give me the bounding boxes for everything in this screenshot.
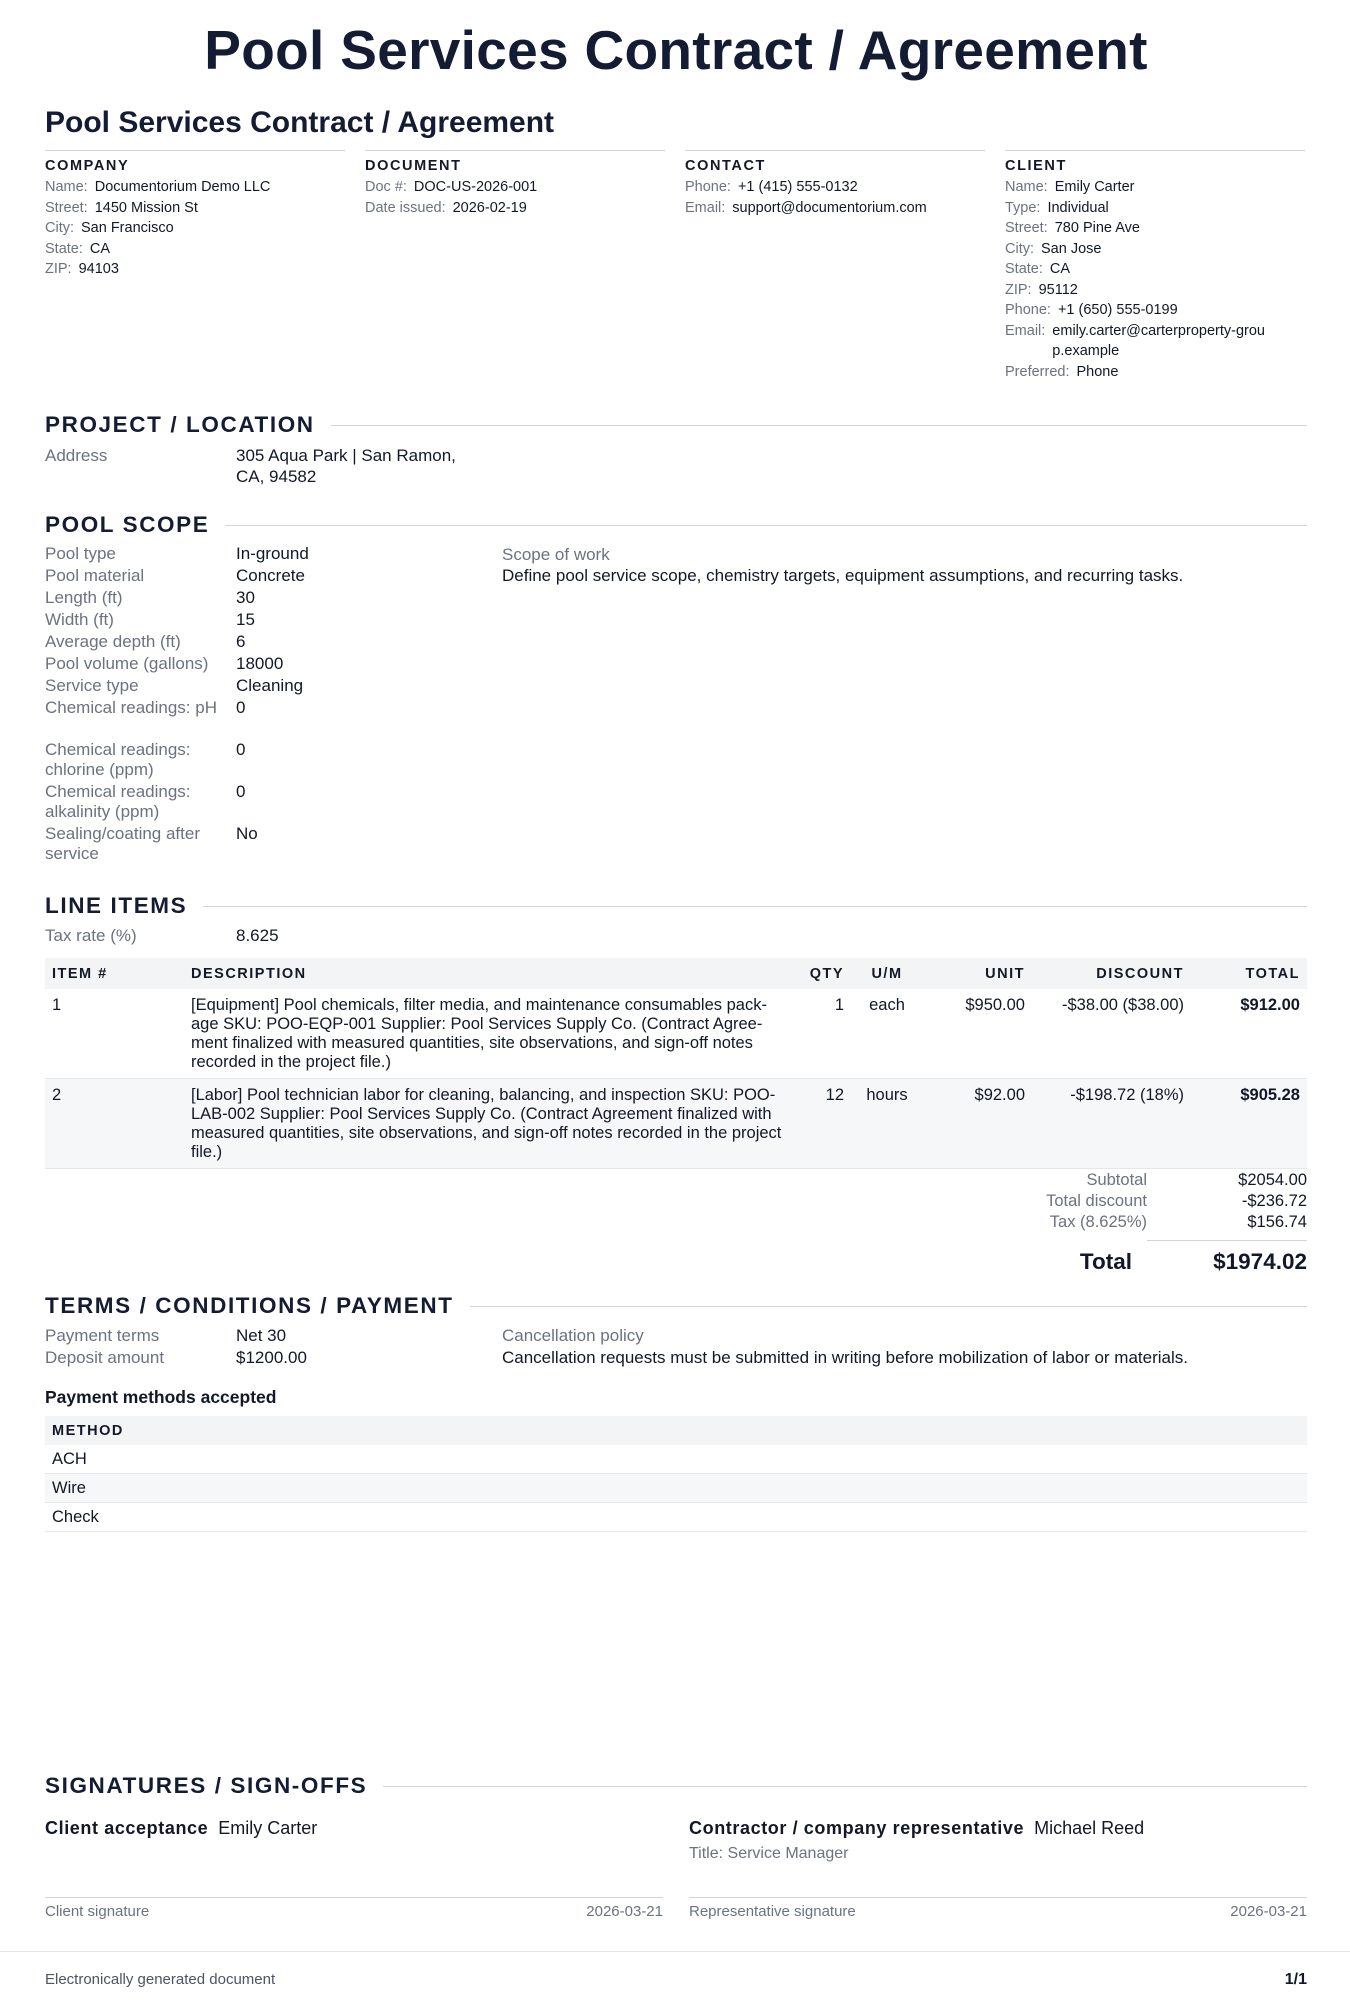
length-row <box>45 588 505 610</box>
representative-signature-line <box>689 1897 1307 1920</box>
subtotal-value: $2054.00 <box>1238 1171 1307 1189</box>
field-label: Chemical readings: alkalinity (ppm) <box>45 782 191 821</box>
field-value: support@documentorium.com <box>732 199 927 216</box>
line-items-table <box>45 958 1307 1169</box>
field-label: Name: <box>45 179 88 195</box>
field-value: 2026-02-19 <box>452 199 527 216</box>
field-label: Average depth (ft) <box>45 632 181 651</box>
representative-signature-date: 2026-03-21 <box>1230 1903 1307 1920</box>
field-value: Individual <box>1047 199 1109 216</box>
item-total: $905.28 <box>1191 1079 1307 1169</box>
field-value: 0 <box>236 782 246 801</box>
field-label: City: <box>45 220 74 236</box>
document-block <box>365 150 665 218</box>
field-value: Emily Carter <box>1054 179 1135 195</box>
client-zip-row <box>1005 280 1305 301</box>
representative-signature-label: Representative signature <box>689 1903 856 1920</box>
client-signature-label: Client signature <box>45 1903 150 1920</box>
item-qty: 12 <box>796 1079 851 1169</box>
tax-value: $156.74 <box>1247 1213 1307 1231</box>
width-row <box>45 610 505 632</box>
client-heading: CLIENT <box>1005 158 1067 174</box>
col-um: U/M <box>851 958 923 989</box>
header-info-grid <box>45 150 1307 390</box>
representative-title: Contractor / company representative <box>689 1818 1025 1838</box>
table-row <box>45 1474 1307 1503</box>
table-header-row <box>45 958 1307 989</box>
method-cell: ACH <box>45 1445 1307 1474</box>
tax-label: Tax (8.625%) <box>1049 1213 1147 1231</box>
client-signature-line <box>45 1897 663 1920</box>
field-value: 30 <box>236 588 255 607</box>
pool-volume-row <box>45 654 505 676</box>
section-rule <box>331 425 1307 426</box>
grand-total-row <box>1079 1240 1307 1275</box>
field-label: Phone: <box>1005 302 1051 318</box>
avg-depth-row <box>45 632 505 654</box>
client-city-row <box>1005 239 1305 260</box>
field-value: 94103 <box>78 261 119 277</box>
chlorine-reading-row <box>45 740 505 782</box>
method-cell: Wire <box>45 1474 1307 1503</box>
field-label: Date issued: <box>365 199 446 216</box>
line-items-section-heading <box>45 893 1307 919</box>
subtotal-label: Subtotal <box>1086 1171 1147 1189</box>
field-label: Pool material <box>45 566 145 585</box>
section-rule <box>383 1786 1307 1787</box>
col-discount: DISCOUNT <box>1032 958 1191 989</box>
field-label: State: <box>45 240 83 257</box>
field-value: 0 <box>236 740 246 759</box>
item-description: [Labor] Pool technician labor for cleaning, balancing, and inspection SKU: POO-LAB-002 Supplier: Pool Services Supply Co. (Contract Agreement finalized with measured quantities, site observations, and sign-off notes recorded in the project file.) <box>184 1079 796 1169</box>
client-street-row <box>1005 218 1305 239</box>
section-title: PROJECT / LOCATION <box>45 412 315 437</box>
section-rule <box>470 1306 1307 1307</box>
item-total: $912.00 <box>1191 989 1307 1079</box>
payment-methods-table <box>45 1416 1307 1532</box>
field-value: 0 <box>236 698 246 717</box>
pool-material-row <box>45 566 505 588</box>
field-label: ZIP: <box>1005 281 1032 298</box>
field-label: Chemical readings: chlorine (ppm) <box>45 740 191 779</box>
table-row <box>45 1503 1307 1532</box>
scope-of-work-label: Scope of work <box>502 545 610 564</box>
client-state-row <box>1005 259 1305 280</box>
field-value: No <box>236 824 258 843</box>
scope-fields <box>45 544 505 866</box>
document-page <box>45 0 1307 2000</box>
col-item: ITEM # <box>45 958 184 989</box>
field-label: State: <box>1005 261 1043 277</box>
client-acceptance-title: Client acceptance <box>45 1818 209 1838</box>
client-name-row <box>1005 177 1305 198</box>
item-um: hours <box>851 1079 923 1169</box>
contact-phone-row <box>685 177 985 198</box>
field-value: +1 (650) 555-0199 <box>1057 302 1178 318</box>
footer-note: Electronically generated document <box>45 1971 276 1988</box>
item-um: each <box>851 989 923 1079</box>
item-unit: $950.00 <box>923 989 1032 1079</box>
field-label: Doc #: <box>365 179 407 195</box>
field-label: Type: <box>1005 199 1041 216</box>
section-rule <box>225 525 1307 526</box>
field-label: Street: <box>45 199 88 216</box>
page-footer <box>0 1951 1350 1988</box>
field-label: Preferred: <box>1005 363 1070 380</box>
date-issued-row <box>365 198 665 219</box>
payment-terms-field <box>45 1325 485 1347</box>
client-block <box>1005 150 1305 382</box>
grand-total-value: $1974.02 <box>1213 1249 1307 1274</box>
field-label: Chemical readings: pH <box>45 698 217 717</box>
item-discount: -$198.72 (18%) <box>1032 1079 1191 1169</box>
discount-label: Total discount <box>1046 1192 1147 1210</box>
field-value: 780 Pine Ave <box>1054 220 1140 236</box>
ph-reading-row <box>45 698 505 740</box>
contact-email-row <box>685 198 985 219</box>
address-line-2: CA, 94582 <box>236 467 317 486</box>
service-type-row <box>45 676 505 698</box>
item-number: 1 <box>45 989 184 1079</box>
section-title: TERMS / CONDITIONS / PAYMENT <box>45 1293 454 1318</box>
payment-terms-value: Net 30 <box>236 1326 287 1345</box>
field-value: 18000 <box>236 654 284 673</box>
payment-methods-heading: Payment methods accepted <box>45 1387 277 1407</box>
grand-total-label: Total <box>1079 1249 1132 1274</box>
client-signature-date: 2026-03-21 <box>586 1903 663 1920</box>
cancellation-policy-field <box>502 1325 1307 1369</box>
client-preferred-row <box>1005 362 1305 383</box>
company-zip-row <box>45 259 345 280</box>
col-total: TOTAL <box>1191 958 1307 989</box>
deposit-field <box>45 1347 485 1369</box>
client-acceptance-block <box>45 1818 663 1839</box>
tax-rate-value: 8.625 <box>236 926 279 945</box>
field-label: Street: <box>1005 220 1048 236</box>
field-label: Email: <box>1005 322 1046 339</box>
tax-row <box>987 1212 1307 1233</box>
representative-block <box>689 1818 1307 1863</box>
contact-block <box>685 150 985 218</box>
field-value: In-ground <box>236 544 309 563</box>
col-description: DESCRIPTION <box>184 958 796 989</box>
terms-section-heading <box>45 1293 1307 1319</box>
deposit-label: Deposit amount <box>45 1348 165 1367</box>
field-label: Width (ft) <box>45 610 114 629</box>
scope-section-heading <box>45 512 1307 538</box>
address-label: Address <box>45 446 108 465</box>
company-street-row <box>45 198 345 219</box>
deposit-value: $1200.00 <box>236 1348 307 1367</box>
field-label: Sealing/coating after service <box>45 824 200 863</box>
item-discount: -$38.00 ($38.00) <box>1032 989 1191 1079</box>
col-unit: UNIT <box>923 958 1032 989</box>
field-label: Pool type <box>45 544 116 563</box>
field-label: Service type <box>45 676 139 695</box>
field-value: Documentorium Demo LLC <box>94 179 271 195</box>
contact-heading: CONTACT <box>685 158 767 174</box>
item-unit: $92.00 <box>923 1079 1032 1169</box>
document-subtitle: Pool Services Contract / Agreement <box>45 106 555 139</box>
document-title: Pool Services Contract / Agreement <box>204 19 1148 81</box>
cancellation-text: Cancellation requests must be submitted in writing before mobilization of labor or materials. <box>502 1348 1188 1367</box>
field-value: emily.carter@carterproperty-group.example <box>1052 322 1265 359</box>
field-label: Name: <box>1005 179 1048 195</box>
payment-terms-label: Payment terms <box>45 1326 160 1345</box>
section-rule <box>203 906 1307 907</box>
field-value: +1 (415) 555-0132 <box>737 179 858 195</box>
discount-value: -$236.72 <box>1241 1192 1307 1210</box>
field-value: CA <box>89 240 111 257</box>
field-value: Cleaning <box>236 676 304 695</box>
subtotal-row <box>987 1170 1307 1191</box>
company-city-row <box>45 218 345 239</box>
page-number: 1/1 <box>1284 1971 1307 1988</box>
client-type-row <box>1005 198 1305 219</box>
table-row <box>45 1445 1307 1474</box>
doc-number-row <box>365 177 665 198</box>
field-label: Phone: <box>685 179 731 195</box>
col-method: METHOD <box>45 1416 1307 1445</box>
field-value: San Francisco <box>81 220 174 236</box>
field-value: 6 <box>236 632 246 651</box>
alkalinity-reading-row <box>45 782 505 824</box>
item-description: [Equipment] Pool chemicals, filter media, and maintenance consumables pack-age SKU: POO-EQP-001 Supplier: Pool Services Supply Co. (Contract Agree-ment finalized with measured quantities, site observations, and sign-off notes recorded in the project file.) <box>184 989 796 1079</box>
sealing-row <box>45 824 505 866</box>
section-title: SIGNATURES / SIGN-OFFS <box>45 1773 368 1798</box>
field-value: San Jose <box>1041 240 1102 257</box>
method-cell: Check <box>45 1503 1307 1532</box>
cancellation-label: Cancellation policy <box>502 1326 644 1345</box>
representative-subtitle: Title: Service Manager <box>689 1845 849 1862</box>
client-phone-row <box>1005 300 1305 321</box>
company-block <box>45 150 345 280</box>
company-state-row <box>45 239 345 260</box>
table-header-row <box>45 1416 1307 1445</box>
signatures-section-heading <box>45 1773 1307 1799</box>
pool-type-row <box>45 544 505 566</box>
section-title: POOL SCOPE <box>45 512 210 537</box>
tax-rate-label: Tax rate (%) <box>45 926 137 945</box>
client-email-row <box>1005 321 1305 362</box>
field-label: Pool volume (gallons) <box>45 654 209 673</box>
field-label: City: <box>1005 240 1034 257</box>
address-line-1: 305 Aqua Park | San Ramon, <box>236 446 456 465</box>
client-acceptance-name: Emily Carter <box>218 1818 318 1838</box>
tax-rate-field <box>45 925 445 947</box>
field-value: CA <box>1049 261 1071 277</box>
item-qty: 1 <box>796 989 851 1079</box>
field-value: 15 <box>236 610 255 629</box>
company-name-row <box>45 177 345 198</box>
company-heading: COMPANY <box>45 158 130 174</box>
scope-of-work-field <box>502 544 1307 586</box>
item-number: 2 <box>45 1079 184 1169</box>
table-row <box>45 1079 1307 1169</box>
field-label: Email: <box>685 199 726 216</box>
field-label: Length (ft) <box>45 588 123 607</box>
field-value: Phone <box>1076 363 1119 380</box>
scope-of-work-text: Define pool service scope, chemistry targets, equipment assumptions, and recurring tasks. <box>502 566 1184 585</box>
col-qty: QTY <box>796 958 851 989</box>
field-value: DOC-US-2026-001 <box>413 179 538 195</box>
field-label: ZIP: <box>45 261 72 277</box>
table-row <box>45 989 1307 1079</box>
field-value: 1450 Mission St <box>94 199 198 216</box>
field-value: Concrete <box>236 566 305 585</box>
field-value: 95112 <box>1038 281 1078 298</box>
totals-block <box>987 1170 1307 1275</box>
discount-row <box>987 1191 1307 1212</box>
document-heading: DOCUMENT <box>365 158 462 174</box>
representative-name: Michael Reed <box>1034 1818 1145 1838</box>
project-section-heading <box>45 412 1307 438</box>
section-title: LINE ITEMS <box>45 893 188 918</box>
project-address-field <box>45 445 545 489</box>
